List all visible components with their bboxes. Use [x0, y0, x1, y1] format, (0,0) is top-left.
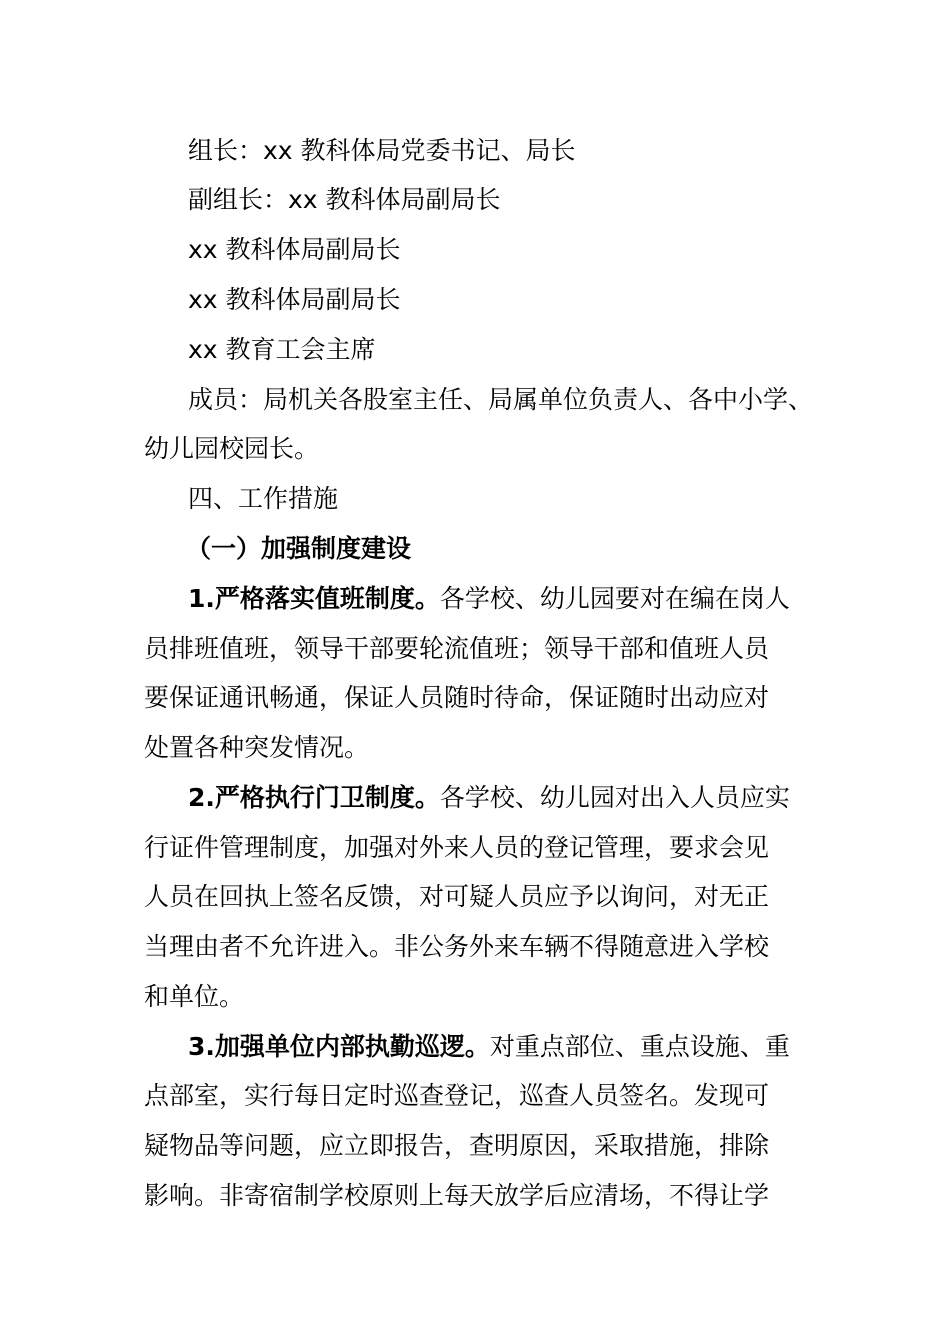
subsection-heading: （一）加强制度建设	[186, 534, 412, 563]
item2-line: 人员在回执上签名反馈，对可疑人员应予以询问，对无正	[144, 882, 770, 911]
item3-line: 点部室，实行每日定时巡查登记，巡查人员签名。发现可	[144, 1081, 770, 1110]
section-heading: 四、工作措施	[188, 484, 339, 513]
leader-line: 组长：xx 教科体局党委书记、局长	[188, 136, 576, 165]
deputy-line-2: xx 教科体局副局长	[188, 285, 401, 314]
deputy-leader-line: 副组长：xx 教科体局副局长	[188, 185, 501, 214]
item3-first-line	[0, 1032, 950, 1062]
item3-text: 对重点部位、重点设施、重	[489, 1032, 790, 1061]
members-line: 成员：局机关各股室主任、局属单位负责人、各中小学、	[188, 385, 814, 414]
item2-line: 当理由者不允许进入。非公务外来车辆不得随意进入学校	[144, 932, 770, 961]
item2-heading: 2.严格执行门卫制度。	[188, 783, 440, 812]
deputy-line-3: xx 教育工会主席	[188, 335, 376, 364]
item1-text: 各学校、幼儿园要对在编在岗人	[439, 584, 790, 613]
item2-line: 行证件管理制度，加强对外来人员的登记管理，要求会见	[144, 833, 770, 862]
item2-line: 和单位。	[144, 982, 245, 1011]
item3-line: 疑物品等问题，应立即报告，查明原因，采取措施，排除	[144, 1131, 770, 1160]
deputy-line-1: xx 教科体局副局长	[188, 235, 401, 264]
members-line-cont: 幼儿园校园长。	[144, 434, 320, 463]
item1-line: 要保证通讯畅通，保证人员随时待命，保证随时出动应对	[144, 683, 770, 712]
item1-line: 员排班值班，领导干部要轮流值班；领导干部和值班人员	[144, 634, 770, 663]
item2-first-line	[0, 783, 950, 813]
item3-heading: 3.加强单位内部执勤巡逻。	[188, 1032, 490, 1061]
item1-first-line	[0, 584, 950, 614]
item2-text: 各学校、幼儿园对出入人员应实	[439, 783, 790, 812]
item1-line: 处置各种突发情况。	[144, 733, 370, 762]
item3-line: 影响。非寄宿制学校原则上每天放学后应清场，不得让学	[144, 1181, 770, 1210]
item1-heading: 1.严格落实值班制度。	[188, 584, 440, 613]
